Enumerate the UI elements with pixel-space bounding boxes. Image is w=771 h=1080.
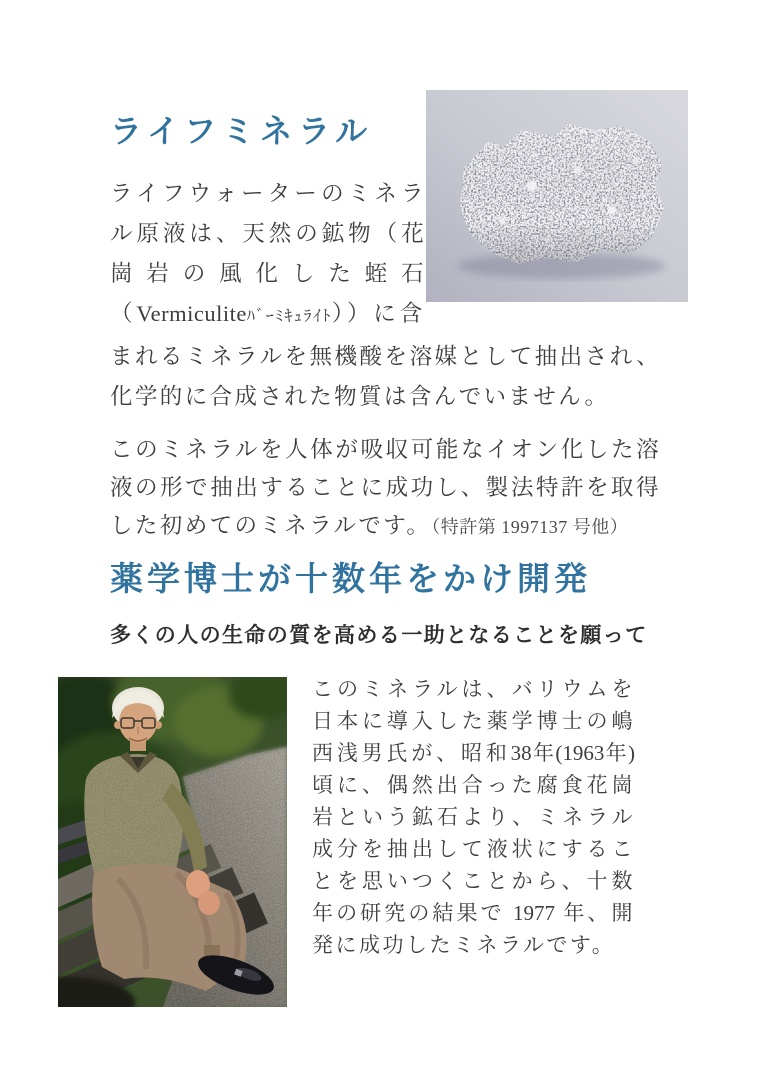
doctor-paragraph-text-3: 年、開発に成功したミネラルです。 bbox=[312, 901, 635, 957]
patent-number-note: （特許第 1997137 号他） bbox=[431, 517, 629, 537]
doctor-paragraph-text-2: 頃に、偶然出合った腐食花崗岩という鉱石より、ミネラル成分を抽出して液状にすることを思いつくことから、十数年の研究の結果で bbox=[312, 773, 635, 925]
article bbox=[110, 0, 661, 961]
mineral-paragraph-2 bbox=[110, 431, 661, 546]
doctor-paragraph-text-1: このミネラルは、バリウムを日本に導入した薬学博士の嶋西浅男氏が、昭和 bbox=[312, 677, 635, 765]
granite-rock-graphic bbox=[426, 90, 688, 302]
section-heading-doctor: 薬学博士が十数年をかけ開発 bbox=[110, 562, 591, 598]
doctor-photo bbox=[58, 677, 287, 1007]
mineral-paragraph-1-cont: ））に含まれるミネラルを無機酸を溶媒として抽出され、化学的に合成された物質は含んでいません。 bbox=[110, 301, 661, 409]
mineral-paragraph-2-text: このミネラルを人体が吸収可能なイオン化した溶液の形で抽出することに成功し、製法特許を取得した初めてのミネラルです。 bbox=[110, 437, 661, 538]
page-title: ライフミネラル bbox=[110, 113, 374, 149]
vermiculite-latin-text: Vermiculite bbox=[136, 301, 247, 326]
mineral-paragraph-1-text: ライフウォーターのミネラル原液は、天然の鉱物（花崗岩の風化した蛭石（ bbox=[110, 181, 426, 326]
showa-year-text: 38年(1963年) bbox=[510, 741, 635, 765]
year-1977-text: 1977 bbox=[513, 901, 555, 925]
doctor-photo-graphic bbox=[58, 677, 287, 1007]
granite-rock-image bbox=[426, 90, 688, 302]
section-subheading: 多くの人の生命の質を高める一助となることを願って bbox=[110, 623, 648, 647]
vermiculite-kana-text: ﾊﾞｰﾐｷｭﾗｲﾄ bbox=[246, 308, 332, 325]
